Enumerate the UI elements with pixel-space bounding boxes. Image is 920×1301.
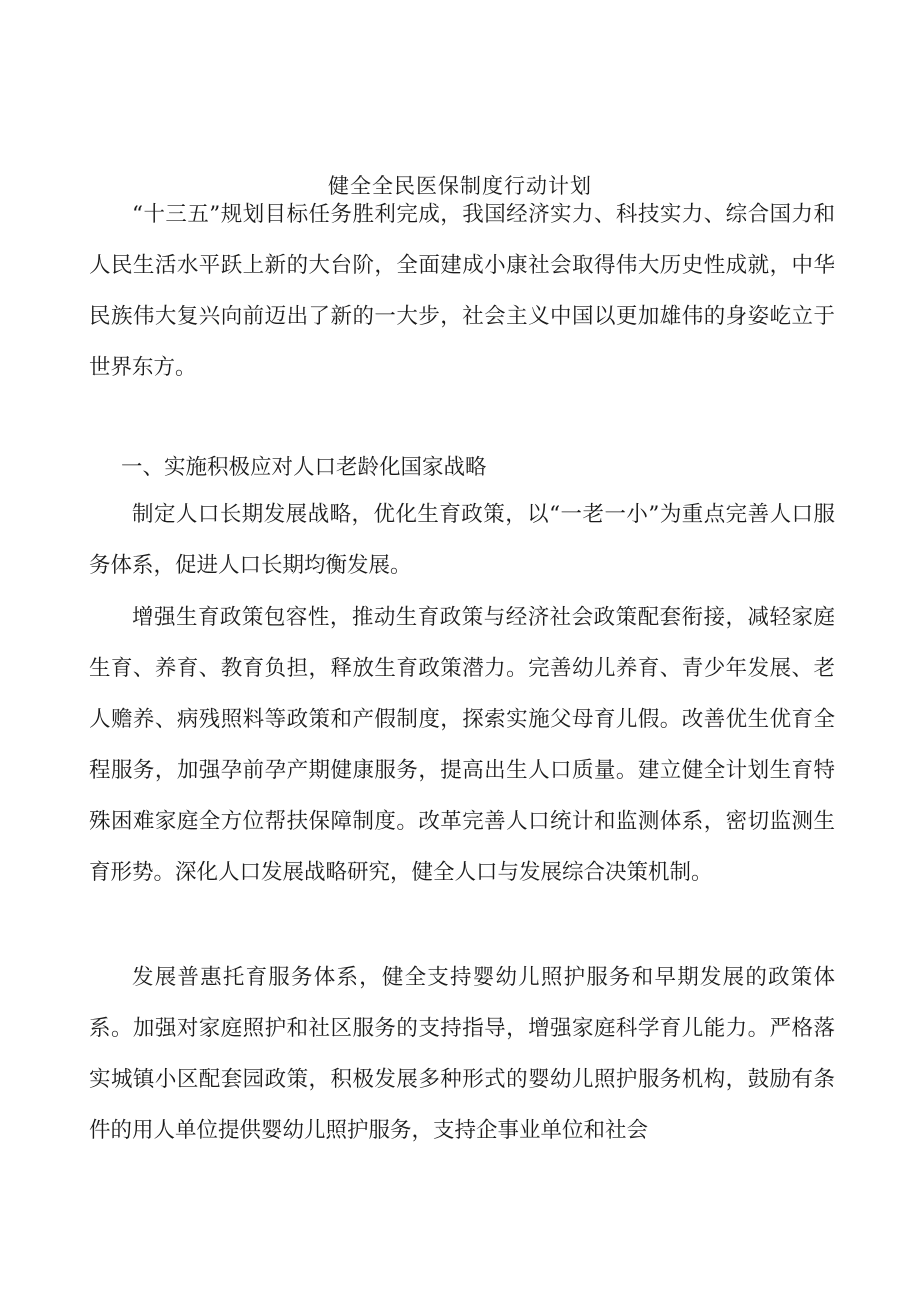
- paragraph-birth-policy: 增强生育政策包容性，推动生育政策与经济社会政策配套衔接，减轻家庭生育、养育、教育负担，释放生育政策潜力。完善幼儿养育、青少年发展、老人赡养、病残照料等政策和产假制度，探索实施父母育儿假。改善优生优育全程服务，加强孕前孕产期健康服务，提高出生人口质量。建立健全计划生育特殊困难家庭全方位帮扶保障制度。改革完善人口统计和监测体系，密切监测生育形势。深化人口发展战略研究，健全人口与发展综合决策机制。: [89, 605, 835, 885]
- paragraph-population-strategy: 制定人口长期发展战略，优化生育政策，以“一老一小”为重点完善人口服务体系，促进人口长期均衡发展。: [89, 502, 835, 578]
- paragraph-intro: “十三五”规划目标任务胜利完成，我国经济实力、科技实力、综合国力和人民生活水平跃上新的大台阶，全面建成小康社会取得伟大历史性成就，中华民族伟大复兴向前迈出了新的一大步，社会主义中国以更加雄伟的身姿屹立于世界东方。: [89, 202, 835, 380]
- paragraph-childcare-services: 发展普惠托育服务体系，健全支持婴幼儿照护服务和早期发展的政策体系。加强对家庭照护和社区服务的支持指导，增强家庭科学育儿能力。严格落实城镇小区配套园政策，积极发展多种形式的婴幼儿照护服务机构，鼓励有条件的用人单位提供婴幼儿照护服务，支持企事业单位和社会: [89, 965, 835, 1143]
- section-heading-1: 一、实施积极应对人口老龄化国家战略: [121, 455, 487, 480]
- document-title: 健全全民医保制度行动计划: [328, 174, 592, 198]
